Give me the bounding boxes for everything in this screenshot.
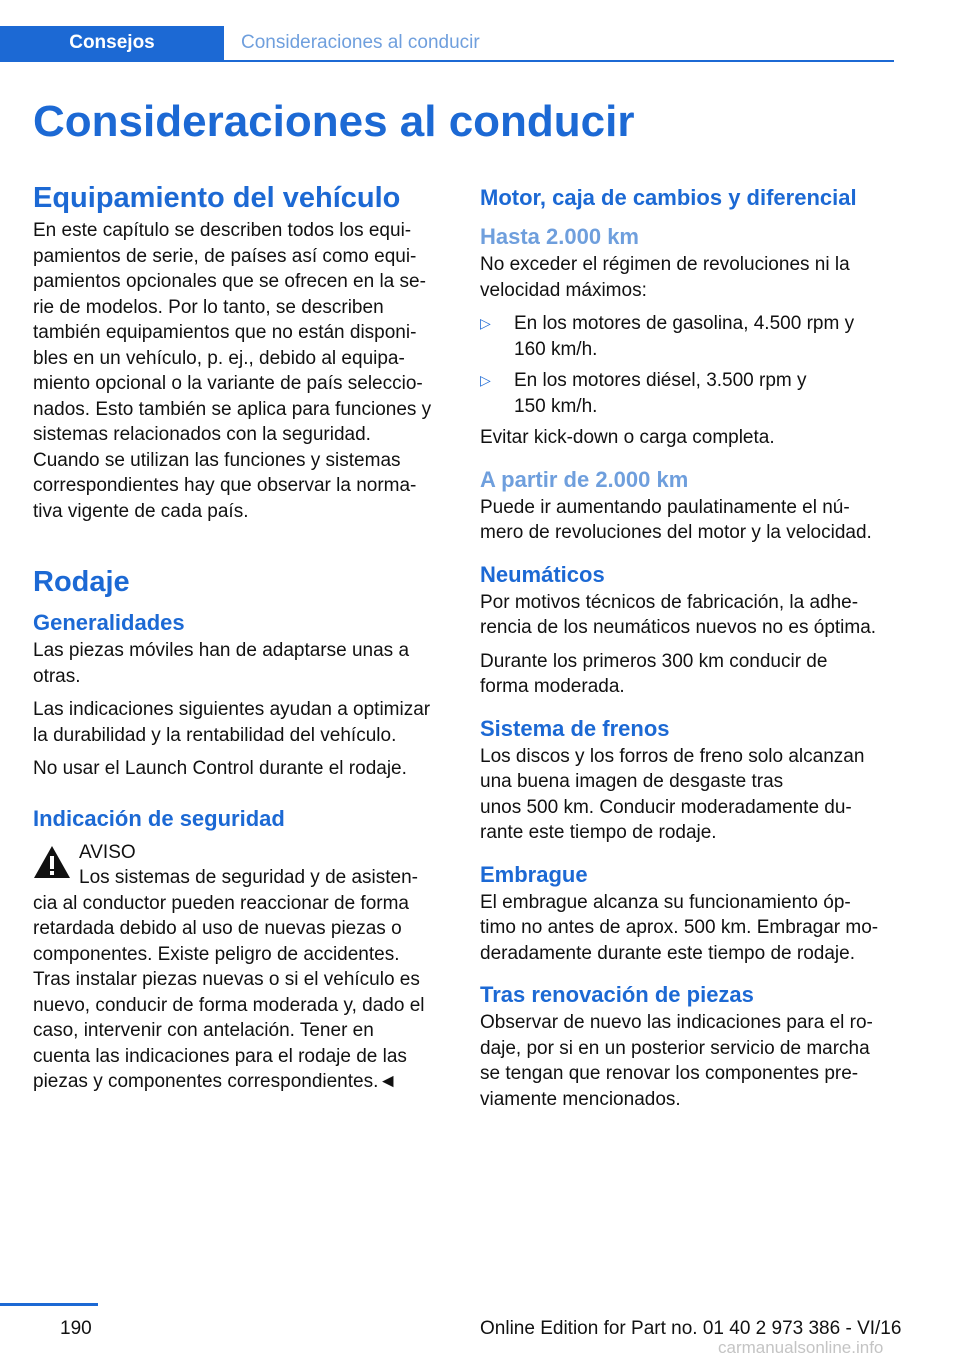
hasta-paragraph: No exceder el régimen de revoluciones ni la velocidad máximos:: [480, 254, 850, 301]
right-column: [480, 178, 896, 1112]
warning-first-line: Los sistemas de seguridad y de asisten‐: [79, 867, 419, 888]
motor-heading: Motor, caja de cambios y diferencial: [480, 185, 857, 210]
hasta-heading: Hasta 2.000 km: [480, 224, 639, 249]
clutch-heading: Embrague: [480, 861, 588, 887]
header-rule: [0, 60, 894, 62]
tires-heading: Neumáticos: [480, 561, 605, 587]
header-bar: [0, 26, 960, 62]
warning-text: cia al conductor pueden reaccionar de forma retardada debido al uso de nuevas piezas o componentes. Existe peligro de accidentes. Tras instalar piezas nuevas o si el vehículo es nuevo, conducir de forma moderada y, dado el caso, intervenir con antelación. Tener en cuenta las indicaciones para el rodaje de las piezas y componentes correspondientes.◄: [33, 892, 425, 1092]
bullet-arrow-icon: ▷: [480, 372, 491, 388]
bullet-arrow-icon: ▷: [480, 315, 491, 331]
hasta-end: Evitar kick-down o carga completa.: [480, 427, 775, 448]
breadcrumb[interactable]: Consideraciones al conducir: [241, 32, 480, 53]
apartir-heading: A partir de 2.000 km: [480, 466, 689, 492]
equip-heading: Equipamiento del vehículo: [33, 182, 401, 214]
brakes-paragraph: Los discos y los forros de freno solo alcanzan una buena imagen de desgaste tras unos 500 km. Conducir moderadamente du‐ rante este tiempo de rodaje.: [480, 745, 865, 843]
footer-rule: [0, 1303, 98, 1306]
general-paragraph-2: Las indicaciones siguientes ayudan a optimizar la durabilidad y la rentabilidad del vehículo.: [33, 699, 431, 746]
general-paragraph-3: No usar el Launch Control durante el rodaje.: [33, 758, 407, 779]
tires-paragraph-1: Por motivos técnicos de fabricación, la adhe‐ rencia de los neumáticos nuevos no es óptima.: [480, 591, 877, 638]
watermark: carmanualsonline.info: [718, 1338, 884, 1357]
section-tab[interactable]: Consejos: [0, 26, 224, 60]
parts-paragraph: Observar de nuevo las indicaciones para el ro‐ daje, por si en un posterior servicio de marcha se tengan que renovar los componentes pre‐ viamente mencionados.: [480, 1012, 873, 1110]
list-item: ▷ En los motores diésel, 3.500 rpm y 150 km/h.: [480, 370, 807, 417]
clutch-paragraph: El embrague alcanza su funcionamiento óp‐ timo no antes de aprox. 500 km. Embragar mo‐ deradamente durante este tiempo de rodaje.: [480, 891, 879, 964]
warning-label: AVISO: [79, 841, 136, 863]
apartir-paragraph: Puede ir aumentando paulatinamente el nú‐ mero de revoluciones del motor y la velocidad.: [480, 496, 872, 543]
left-column: [33, 178, 451, 1095]
brakes-heading: Sistema de frenos: [480, 715, 670, 741]
rodaje-heading: Rodaje: [33, 566, 130, 598]
chapter-title: Consideraciones al conducir: [33, 97, 635, 146]
warning-block: [33, 840, 451, 891]
warning-triangle-icon: [33, 845, 71, 879]
edition-text: Online Edition for Part no. 01 40 2 973 386 - VI/16: [480, 1318, 902, 1339]
general-paragraph-1: Las piezas móviles han de adaptarse unas a otras.: [33, 640, 410, 687]
general-heading: Generalidades: [33, 610, 185, 635]
safety-heading: Indicación de seguridad: [33, 805, 285, 831]
equip-paragraph: En este capítulo se describen todos los equi‐ pamientos de serie, de países así como equi‐ pamientos opcionales que se ofrecen en la se‐ rie de modelos. Por lo tanto, se describen también equipamientos que no están disponi‐ bles en un vehículo, p. ej., debido al equipa‐ miento opcional o la variante de país seleccio‐ nados. Esto también se aplica para funciones y sistemas relacionados con la seguridad. Cuando se utilizan las funciones y sistemas correspondientes hay que observar la norma‐ tiva vigente de cada país.: [33, 220, 432, 522]
list-item: ▷ En los motores de gasolina, 4.500 rpm y 160 km/h.: [480, 313, 855, 360]
rpm-list: [480, 311, 896, 419]
tires-paragraph-2: Durante los primeros 300 km conducir de forma moderada.: [480, 650, 828, 697]
page-number: 190: [60, 1318, 92, 1339]
parts-heading: Tras renovación de piezas: [480, 982, 754, 1007]
